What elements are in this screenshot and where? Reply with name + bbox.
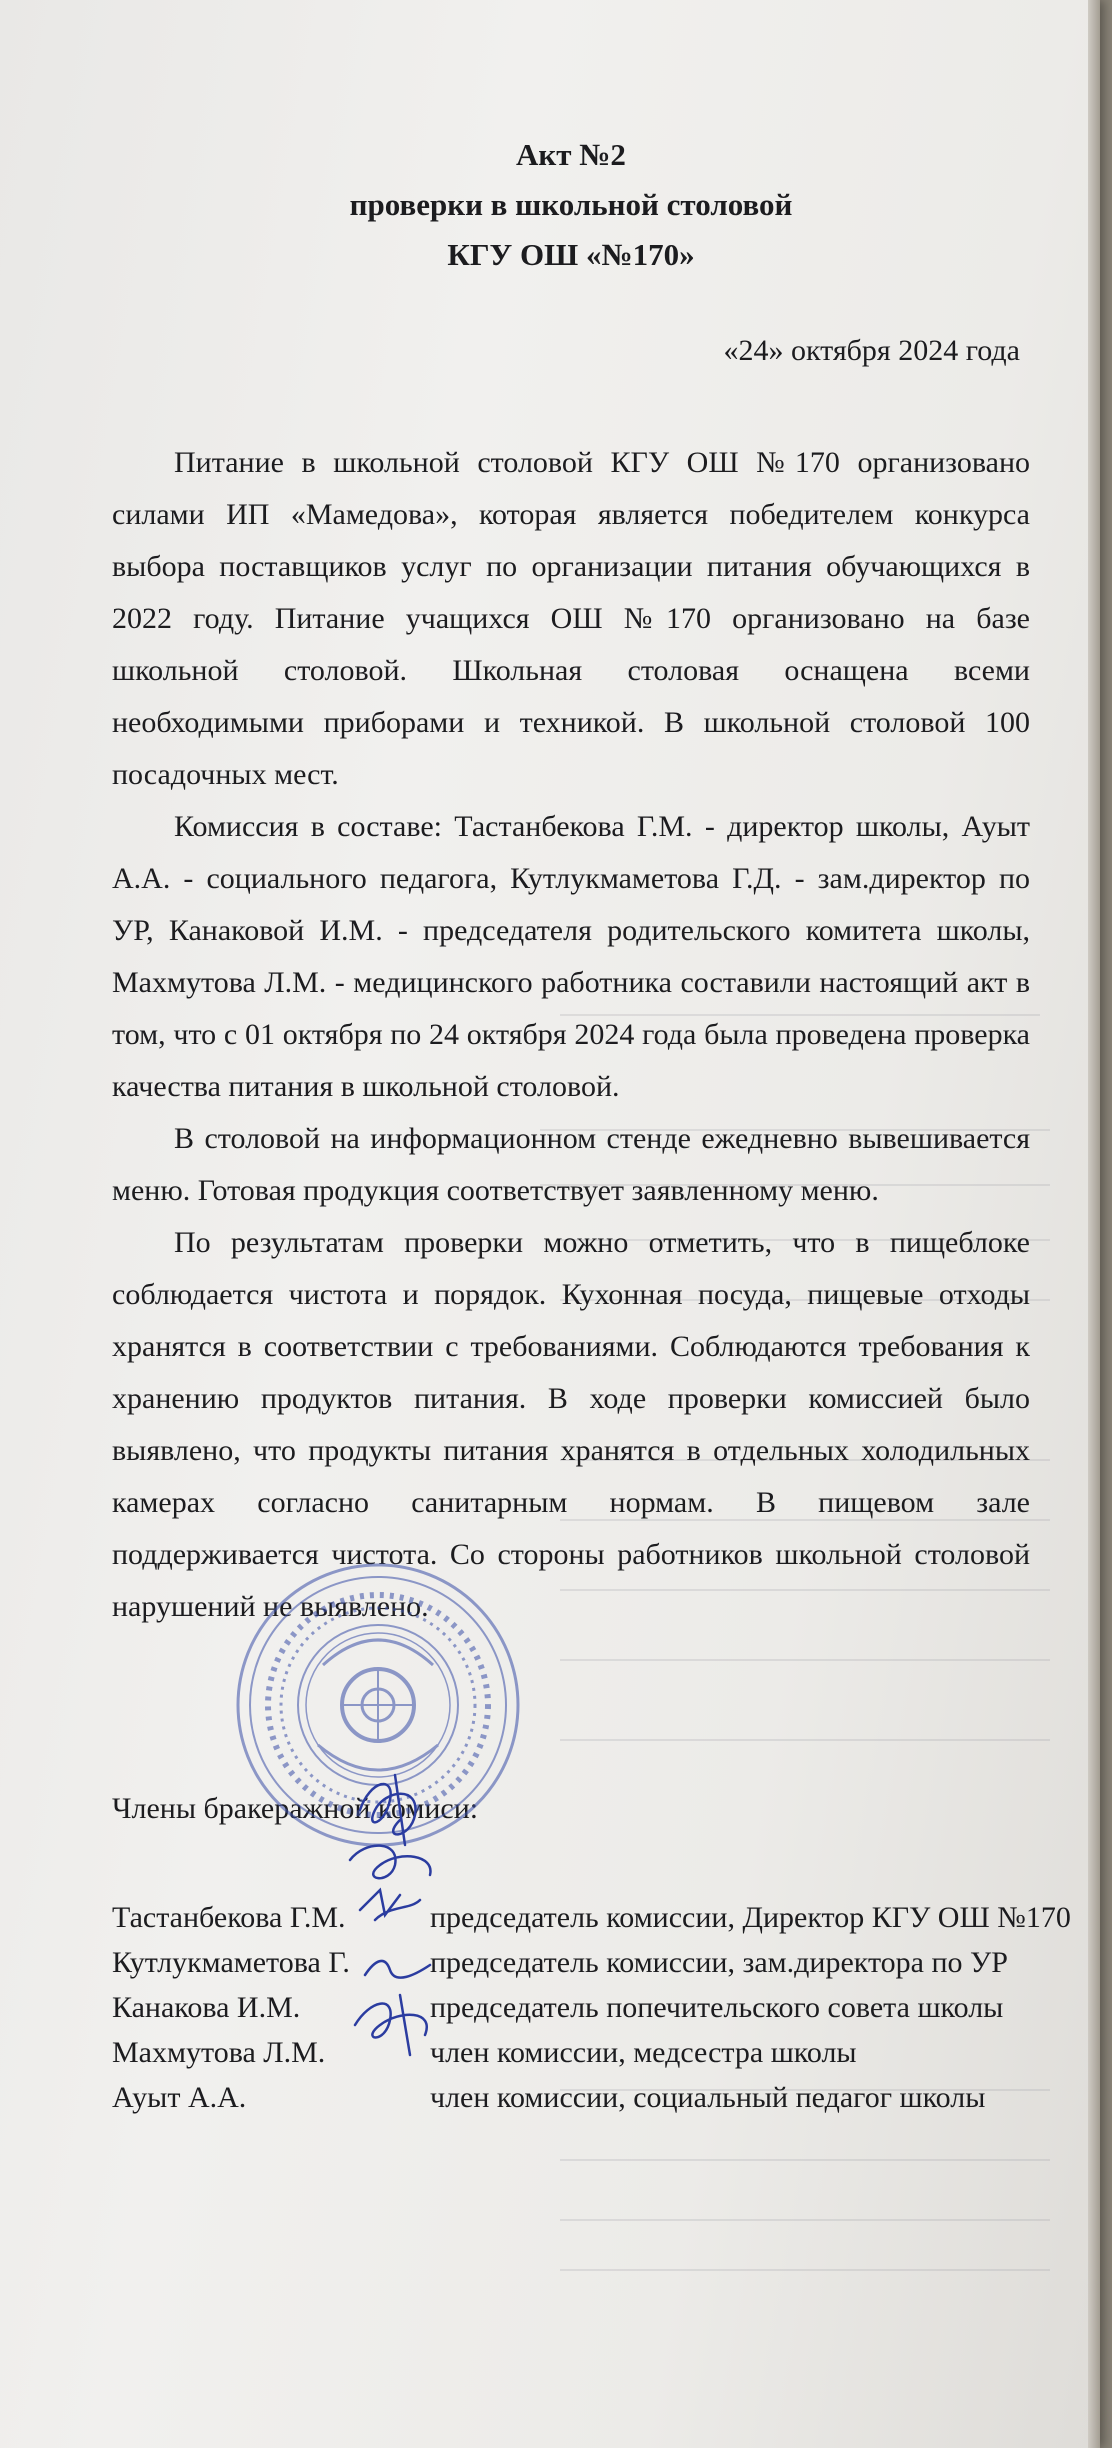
member-name: Канакова И.М. xyxy=(112,1991,301,2024)
act-title-subject: проверки в школьной столовой xyxy=(349,187,793,222)
paragraph-results: По результатам проверки можно отметить, что в пищеблоке соблюдается чистота и порядок. Кухонная посуда, пищевые отходы хранятся в соответствии с требованиями. Соблюдаются требования к хранению продуктов питания. В ходе проверки комиссией было выявлено, что продукты питания хранятся в отдельных холодильных камерах согласно санитарным нормам. В пищевом зале поддерживается чистота. Со стороны работников школьной столовой нарушений не выявлено. xyxy=(112,1226,1030,1623)
member-name: Махмутова Л.М. xyxy=(112,2036,326,2069)
member-role: член комиссии, медсестра школы xyxy=(430,2036,857,2069)
member-role: член комиссии, социальный педагог школы xyxy=(430,2081,986,2114)
signature-table xyxy=(112,1895,1071,2120)
signature-row xyxy=(112,2075,1030,2120)
page-edge-shadow xyxy=(1088,0,1100,2448)
act-date: «24» октября 2024 года xyxy=(723,334,1020,367)
handwritten-signatures-icon xyxy=(340,1770,450,2070)
member-name: Кутлукмаметова Г. xyxy=(112,1946,350,1979)
signature-row xyxy=(112,1985,1030,2030)
member-name: Тастанбекова Г.М. xyxy=(112,1901,346,1934)
act-title-school: КГУ ОШ «№170» xyxy=(447,237,695,272)
member-role: председатель комиссии, Директор КГУ ОШ №170 xyxy=(430,1901,1071,1934)
member-role: председатель комиссии, зам.директора по УР xyxy=(430,1946,1008,1979)
paragraph-commission: Комиссия в составе: Тастанбекова Г.М. - директор школы, Ауыт А.А. - социального педагога, Кутлукмаметова Г.Д. - зам.директор по УР, Канаковой И.М. - председателя родительского комитета школы, Махмутова Л.М. - медицинского работника составили настоящий акт в том, что с 01 октября по 24 октября 2024 года была проведена проверка качества питания в школьной столовой. xyxy=(112,810,1030,1103)
signature-row xyxy=(112,1895,1071,1940)
paragraph-catering: Питание в школьной столовой КГУ ОШ №170 организовано силами ИП «Мамедова», которая является победителем конкурса выбора поставщиков услуг по организации питания обучающихся в 2022 году. Питание учащихся ОШ №170 организовано на базе школьной столовой. Школьная столовая оснащена всеми необходимыми приборами и техникой. В школьной столовой 100 посадочных мест. xyxy=(112,446,1030,791)
act-title-number: Акт №2 xyxy=(516,137,626,172)
member-role: председатель попечительского совета школы xyxy=(430,1991,1004,2024)
signature-row xyxy=(112,2030,1030,2075)
paragraph-menu: В столовой на информационном стенде ежедневно вывешивается меню. Готовая продукция соответствует заявленному меню. xyxy=(112,1122,1030,1207)
members-title: Члены бракеражной комиси: xyxy=(112,1792,479,1825)
member-name: Ауыт А.А. xyxy=(112,2081,247,2114)
signature-row xyxy=(112,1940,1030,1985)
